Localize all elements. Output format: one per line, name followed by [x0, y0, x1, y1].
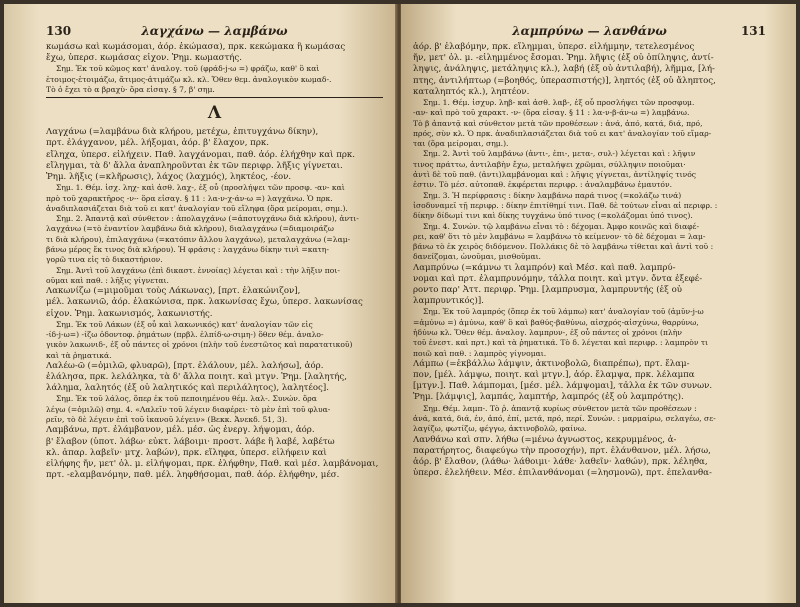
- text-line: τοῦ ἐνεστ. καὶ πρτ.) καὶ τὰ ῥηματικά. Τὸ δ. λέγεται καὶ περιφρ. : λαμπρὸν τι: [413, 338, 709, 348]
- text-line: ἐλάλησα, πρκ. λελάληκα, τὰ δ' ἄλλα ποιητ. καὶ μτγν. Ῥημ. [λαλητής,: [46, 372, 347, 383]
- text-line: παρατήρητος, διαφεύγω τὴν προσοχήν), πρτ. ἐλάνθανον, μέλ. λήσω,: [413, 445, 711, 456]
- section-letter: Λ: [207, 103, 222, 124]
- text-line: λαγίζω, φωτίζω, φέγγω, ἀκτινοβολῶ, φαίνω.: [413, 424, 587, 434]
- text-line: Λαμπρύνω (=κάμνω τι λαμπρόν) καὶ Μέσ. καὶ παθ. λαμπρύ-: [413, 262, 676, 273]
- text-line: -αν- καὶ πρὸ τοῦ χαρακτ. -ν- (ὅρα εἰσαγ. § 11 : λα-ν-β-άν-ω =) λαμβάνω.: [413, 108, 690, 118]
- text-line: βάνω μέρος ἔκ τινος διὰ κλήρου). Ἡ φράσις : λαγχάνω δίκην τινὶ =κατη-: [46, 244, 329, 254]
- text-line: Σημ. Θέμ. λαμπ-. Τὸ ῥ. ἀπαντᾷ κυρίως σύνθετον μετὰ τῶν προθέσεων :: [423, 403, 697, 413]
- text-line: πον, [μέλ. λάμψω, ποιητ. καὶ μτγν.], ἀόρ. ἔλαμψα, πρκ. λέλαμπα: [413, 370, 695, 381]
- text-line: ἀντὶ δὲ τοῦ παθ. (ἀντι)λαμβάνομαι καὶ : λῆψις γίγνεται, ἀντίληψίς τινός: [413, 170, 697, 180]
- text-line: Σημ. Ἐκ τοῦ κῶμος κατ' ἀναλογ. τοῦ (φράδ-j-ω =) φράζω, καθ' ὃ καὶ: [56, 64, 320, 74]
- text-line: ρει, καθ' ὅτι τὸ μὲν λαμβάνω = λαμβάνω τὸ κείμενον· τὸ δὲ δέχομαι = λαμ-: [413, 231, 706, 241]
- right-page-header: [413, 24, 766, 42]
- text-line: Λαγχάνω (=λαμβάνω διὰ κλήρου, μετέχω, ἐπιτυγχάνω δίκην),: [46, 127, 319, 138]
- text-line: ἐστιν. Τὸ μέσ. αὐτοπαθ. ἐκφέρεται περιφρ. : ἀναλαμβάνω ἐμαυτόν.: [413, 180, 673, 190]
- text-line: ρεῖν, τὸ δὲ λέγειν ἐπὶ τοῦ ἱκανοῦ λέγειν» (Βεκκ. Ἀνεκδ. 51, 3).: [46, 415, 288, 425]
- text-line: πρὸ τοῦ χαρακτῆρος -ν-· ὅρα εἰσαγ. § 11 : λα-ν-χ-άν-ω =) λαγχάνω. Ὁ πρκ.: [46, 193, 333, 203]
- text-line: γικὸν λακωνιδ-, ἐξ οὗ πάντες οἱ χρόνοι (πλὴν τοῦ ἐνεστῶτος καὶ παρατατικοῦ): [46, 340, 353, 350]
- book-spread: [4, 4, 796, 603]
- text-line: ἑτοιμος-ἑτοιμάζω, ἄτιμος-ἀτιμάζω κλ. κλ. Ὅθεν θεμ. ἀναλογικὸν κωμαδ-.: [46, 74, 332, 84]
- text-line: λάλημα, λαλητός (ἐξ οὗ λαλητικός καὶ περιλάλητος), λαλητέος].: [46, 383, 329, 394]
- right-page: [401, 4, 796, 603]
- text-line: ἀόρ. β' ἔλαθον, (λάθω· λάθοιμι· λάθε· λαθεῖν· λαθών), πρκ. λέληθα,: [413, 456, 708, 467]
- left-page-body: [46, 42, 383, 481]
- text-line: Λακωνίζω (=μιμοῦμαι τοὺς Λάκωνας), [πρτ. ἐλακώνιζον],: [46, 286, 301, 297]
- text-line: Σημ. Ἐκ τοῦ λαμπρός (ὅπερ ἐκ τοῦ λάμπω) κατ' ἀναλογίαν τοῦ (ἀμῦν-j-ω: [423, 307, 704, 317]
- text-line: ἀόρ. β' ἐλαβόμην, πρκ. εἴλημμαι, ὑπερσ. εἰλήμμην, τετελεσμένος: [413, 42, 695, 52]
- text-line: Λαμβάνω, πρτ. ἐλάμβανον, μέλ. μέσ. ὡς ἐνεργ. λήψομαι, ἀόρ.: [46, 425, 315, 436]
- text-line: Σημ. 2. Ἀντὶ τοῦ λαμβάνω (ἀντι-, ἐπι-, μετα-, συλ-) λέγεται καὶ : λῆψιν: [423, 149, 696, 159]
- text-line: Ῥημ. [λάμψις], λαμπάς, λαμπτήρ, λαμπρός (ἐξ οὗ λαμπρότης).: [413, 392, 684, 403]
- section-rule: [46, 97, 383, 98]
- text-line: καὶ τὰ ῥηματικά.: [46, 350, 112, 360]
- text-line: δίκην δίδωμί τινι καὶ δίκης τυγχάνω ὑπό τινος (=κολάζομαι ὑπό τινος).: [413, 211, 693, 221]
- text-line: λαγχάνω (=τὸ ἐναντίον λαμβάνω διὰ κλήρου), διαλαγχάνω (=διαμοιράζω: [46, 224, 334, 234]
- text-line: γορῶ τινα εἰς τὸ δικαστήριον.: [46, 255, 163, 265]
- left-page: [4, 4, 397, 603]
- text-line: Τὸ β ἀπαντᾷ καὶ σύνθετον μετὰ τῶν προθέσεων : ἀνά, ἀπό, κατά, διά, πρό,: [413, 118, 703, 128]
- text-line: Ῥημ. λῆξις (=κλῆρωσις), λάχος (λαχμός), ληκτέος, -έον.: [46, 172, 292, 183]
- text-line: εἴληγμαι, τὰ δ' ἄλλα ἀναπληροῦνται ἐκ τῶν περιφρ. λῆξις γίγνεται.: [46, 160, 343, 171]
- text-line: τι διὰ κλήρου), ἐπιλαγχάνω (=κατόπιν ἄλλου λαγχάνω), μεταλαγχάνω (=λαμ-: [46, 234, 351, 244]
- text-line: ἀναδιπλασιάζεται διὰ τοῦ ει κατ' ἀναλογίαν τοῦ εἴληφα (ὅρα μείρομαι, σημ.).: [46, 203, 348, 213]
- text-line: νομαι καὶ πρτ. ἐλαμπρυνόμην, τἆλλα ποιητ. καὶ μτγν. ὄντα ἐξεφέ-: [413, 273, 703, 284]
- text-line: Σημ. 2. Ἀπαντᾷ καὶ σύνθετον : ἀπολαγχάνω (=ἀποτυγχάνω διὰ κλήρου), ἀντι-: [56, 214, 359, 224]
- text-line: βάνω τὸ ἐκ χειρὸς διδόμενον. Πολλάκις δὲ τὸ λαμβάνω τίθεται καὶ ἀντὶ τοῦ :: [413, 242, 714, 252]
- text-line: εἴληχα, ὑπερσ. εἰλήχειν. Παθ. λαγχάνομαι, παθ. ἀόρ. ἐλήχθην καὶ πρκ.: [46, 149, 356, 160]
- text-line: ἡδύνω κλ. Ὅθεν θέμ. ἀναλογ. λαμπρυν-, ἐξ οὗ πάντες οἱ χρόνοι (πλὴν: [413, 328, 682, 338]
- left-page-header: [46, 24, 383, 42]
- text-line: =ἀμύνω =) ἀμύνω, καθ' ὃ καὶ βαθύς-βαθύνω, αἰσχρός-αἰσχύνω, θαρρύνω,: [413, 317, 699, 327]
- text-line: τινος πράττω, ἀντιλαβὴν ἔχω, μεταλήψει χρῶμαι, σύλληψιν ποιοῦμαι·: [413, 159, 686, 169]
- page-number: 131: [740, 24, 766, 38]
- text-line: ἔχω, ὑπερσ. κωμάσας εἶχον. Ῥημ. κωμαστής.: [46, 53, 242, 64]
- text-line: Λάμπω (=ἐκβάλλω λάμψιν, ἀκτινοβολῶ, διαπρέπω), πρτ. ἔλαμ-: [413, 358, 690, 369]
- text-line: πρός, σὺν κλ. Ὁ πρκ. ἀναδιπλασιάζεται διὰ τοῦ ει κατ' ἀναλογίαν τοῦ εἴμαρ-: [413, 128, 712, 138]
- text-line: Σημ. 1. Θέμ. ἰσχ. ληχ- καὶ ἀσθ. λαχ-, ἐξ οὗ (προσλήψει τῶν προσφ. -αν- καὶ: [56, 183, 345, 193]
- text-line: εἰλήφης ἤν, μετ' ὀλ. μ. εἰλήψομαι, πρκ. ἐλήφθην, Παθ. καὶ μέσ. λαμβάνομαι,: [46, 458, 379, 469]
- text-line: πρτ. -ελαμβανόμην, παθ. μέλ. ληφθήσομαι, παθ. ἀόρ. ἐλήφθην, μέσ.: [46, 470, 340, 481]
- text-line: πρτ. ἐλάγχανον, μέλ. λήξομαι, ἀόρ. β' ἔλαχον, πρκ.: [46, 138, 269, 149]
- text-line: ὑπερσ. ἐλελήθειν. Μέσ. ἐπιλανθάνομαι (=λησμονῶ), πρτ. ἐπελανθα-: [413, 468, 712, 479]
- right-page-body: [413, 42, 766, 479]
- text-line: ποιῶ καὶ παθ. : λαμπρὸς γίγνομαι.: [413, 348, 547, 358]
- text-line: εἶχον. Ῥημ. λακωνισμός, λακωνιστής.: [46, 308, 213, 319]
- page-number: 130: [46, 24, 72, 38]
- text-line: ληψις, ἀνάληψις, μετάληψις κλ.), λαβή (ἐξ οὗ ἀντιλαβή), λῆμμα, [λή-: [413, 64, 715, 75]
- running-head: λαμπρύνω — λανθάνω: [512, 24, 667, 38]
- running-head: λαγχάνω — λαμβάνω: [141, 24, 288, 38]
- text-line: οῦμαι καὶ παθ. : λῆξις γίγνεται.: [46, 275, 169, 285]
- text-line: καταληπτός κλ.), ληπτέον.: [413, 86, 530, 97]
- text-line: ἀνά, κατά, διά, ἐν, ἀπό, ἐπί, μετά, πρό, περί. Συνών. : μαρμαίρω, σελαγέω, σε-: [413, 413, 716, 423]
- text-line: Σημ. 3. Ἡ περίφρασις : δίκην λαμβάνω παρά τινος (=κολάζω τινά): [423, 190, 682, 200]
- text-line: μέλ. λακωνιῶ, ἀόρ. ἐλακώνισα, πρκ. λακωνίσας ἔχω, ὑπερσ. λακωνίσας: [46, 297, 363, 308]
- text-line: λέγω (=ὁμιλῶ) σημ. 4. «Λαλεῖν τοῦ λέγειν διαφέρει· τὸ μὲν ἐπὶ τοῦ φλυα-: [46, 404, 331, 414]
- text-line: ροντο παρ' Ἀττ. περιφρ. Ῥημ. [λαμπρυσμα, λαμπρυντής (ἐξ οὗ: [413, 285, 683, 296]
- text-line: Σημ. Ἀντὶ τοῦ λαγχάνω (ἐπὶ δικαστ. ἐννοίας) λέγεται καὶ : τὴν λῆξιν ποι-: [56, 265, 340, 275]
- text-line: κωμάσω καὶ κωμάσομαι, ἀόρ. ἐκώμασα), πρκ. κεκώμακα ἢ κωμάσας: [46, 42, 346, 52]
- text-line: [μτγν.]. Παθ. λάμπομαι, [μέσ. μέλ. λάμψομαι], τἆλλα ἐκ τῶν συνων.: [413, 381, 713, 392]
- text-line: δανείζομαι, ὠνοῦμαι, μισθοῦμαι.: [413, 252, 541, 262]
- text-line: κλ. ἀπαρ. λαβεῖν· μτχ. λαβών), πρκ. εἴληφα, ὑπερσ. εἰλήφειν καὶ: [46, 447, 327, 458]
- text-line: Σημ. Ἐκ τοῦ Λάκων (ἐξ οὗ καὶ λακωνικός) κατ' ἀναλογίαν τῶν εἰς: [56, 319, 313, 329]
- text-line: πτης, ἀντιλήπτωρ (=βοηθός, ὑπερασπιστής)], ληπτός (ἐξ οὗ ἄληπτος,: [413, 75, 716, 86]
- text-line: Σημ. Ἐκ τοῦ λάλος, ὅπερ ἐκ τοῦ πεποιημένου θέμ. λαλ-. Συνών. ὅρα: [56, 394, 317, 404]
- text-line: Λανθάνω καὶ σπν. λήθω (=μένω ἀγνωστος, κεκρυμμένος, ἀ-: [413, 434, 677, 445]
- text-line: Σημ. 4. Συνών. τῷ λαμβάνω εἶναι τὸ : δέχομαι. Ἀμφο κοινῶς καὶ διαφέ-: [423, 221, 700, 231]
- text-line: Σημ. 1. Θέμ. ἰσχυρ. ληβ- καὶ ἀσθ. λαβ-, ἐξ οὗ προσλήψει τῶν προσφυμ.: [423, 97, 695, 107]
- text-line: Λαλέω-ῶ (=ὁμιλῶ, φλυαρῶ), [πρτ. ἐλάλουν, μέλ. λαλήσω], ἀόρ.: [46, 360, 324, 371]
- text-line: ἤν, μετ' ὀλ. μ. -εἰλημμένος ἔσομαι. Ῥημ. λῆψις (ἐξ οὗ ὀπίληψις, ἀντί-: [413, 53, 714, 64]
- text-line: λαμπρυντικός)].: [413, 296, 484, 307]
- text-line: -ίδ-j-ω=) -ίζω ὀδοντοφ. ῥημάτων (πρβλ. ἐλπίδ-ω-σιμη-) ὅθεν θέμ. ἀναλο-: [46, 330, 324, 340]
- text-line: Τὸ ὀ ἔχει τὸ α βραχὺ· ὅρα εἰσαγ. § 7, β' σημ.: [46, 84, 215, 94]
- text-line: ται (ὅρα μείρομαι, σημ.).: [413, 139, 509, 149]
- text-line: ἰσοδυναμεῖ τῇ περιφρ. : δίκην ἐπιτίθημί τινι. Παθ. δὲ τούτων εἶναι αἱ περιφρ. :: [413, 200, 718, 210]
- text-line: β' ἔλαβον (ὑποτ. λάβω· εὐκτ. λάβοιμι· προστ. λάβε ἢ λαβέ, λαβέτω: [46, 436, 335, 447]
